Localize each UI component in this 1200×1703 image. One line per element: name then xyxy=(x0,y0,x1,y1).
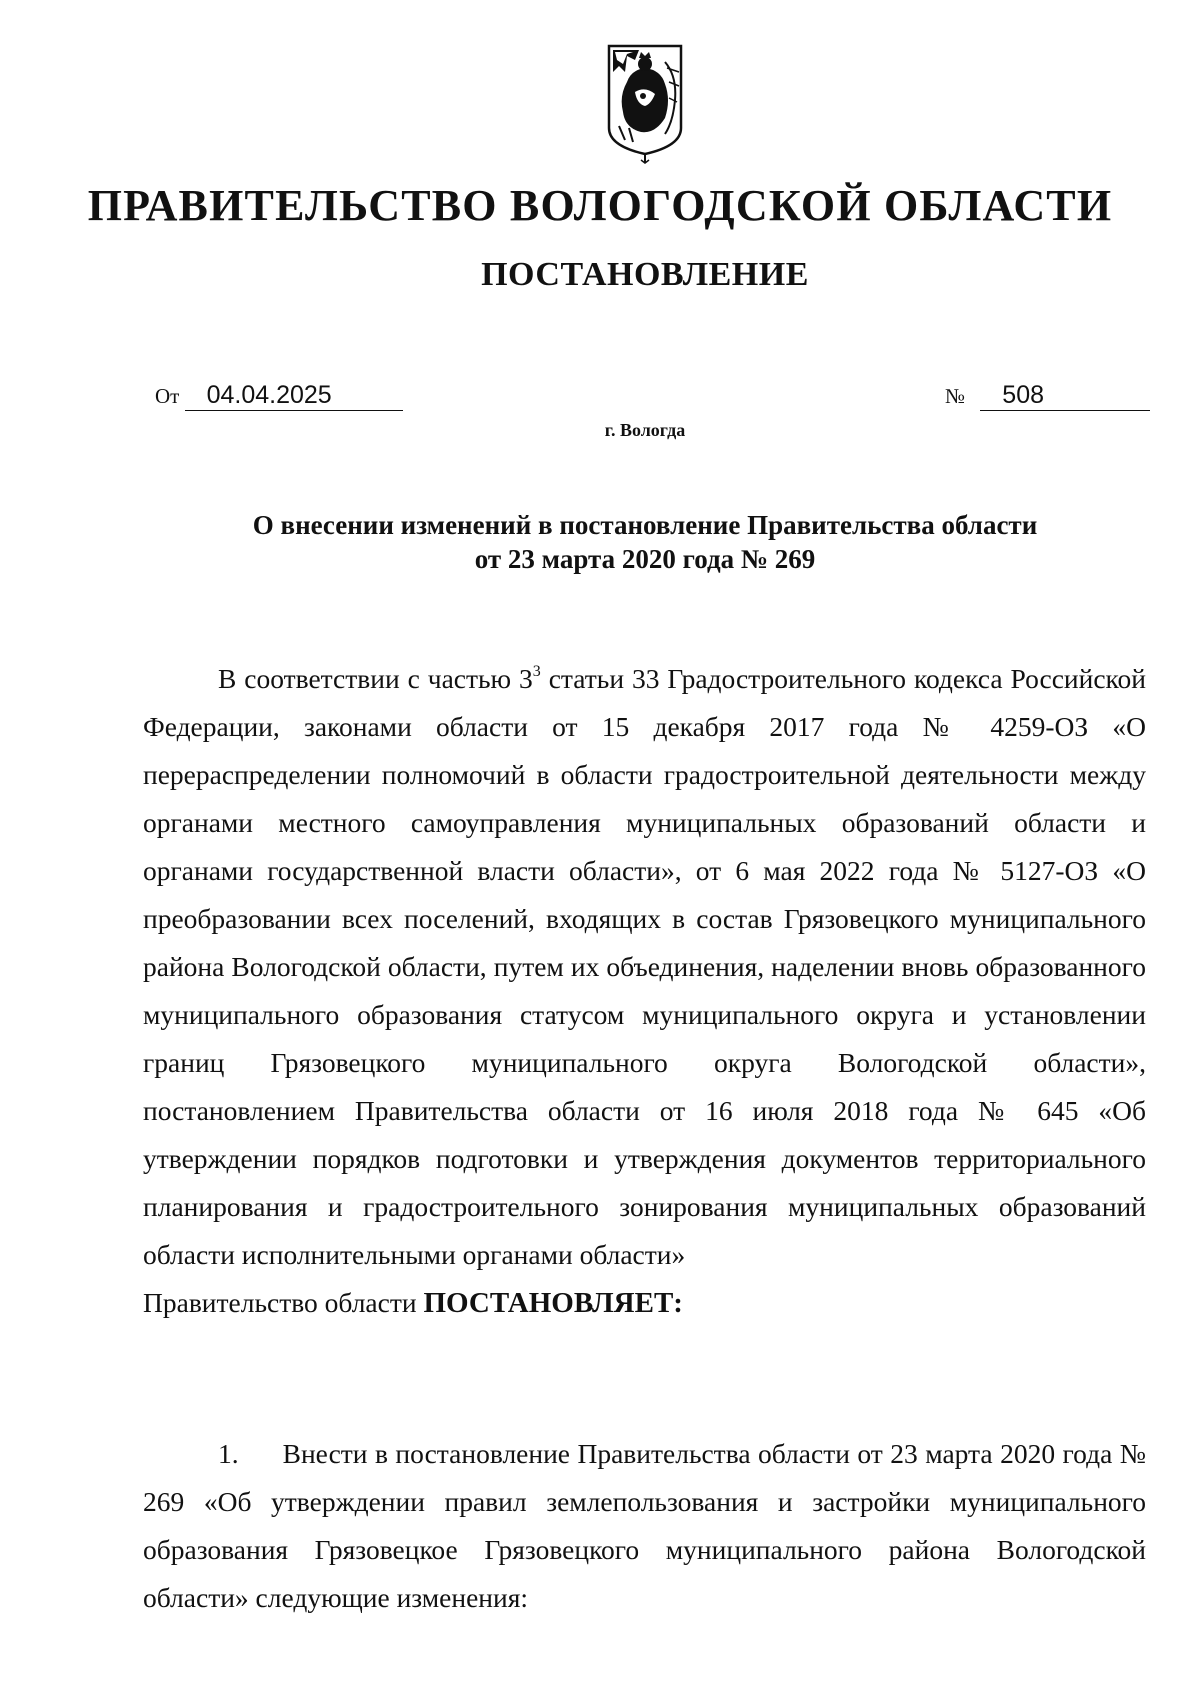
resolve-keyword: ПОСТАНОВЛЯЕТ: xyxy=(423,1287,683,1319)
document-number: 508 xyxy=(980,380,1150,411)
document-date: 04.04.2025 xyxy=(185,380,403,411)
document-subject xyxy=(0,508,1200,576)
document-type: ПОСТАНОВЛЕНИЕ xyxy=(481,256,809,293)
number-row xyxy=(945,380,1150,411)
item-text: Внести в постановление Правительства области от 23 марта 2020 года № 269 «Об утверждении правил землепользования и застройки муниципального образования Грязовецкое Грязовецкого муниципального района Вологодской области» следующие изменения: xyxy=(143,1437,1146,1613)
number-label: № xyxy=(945,384,966,408)
resolve-prefix: Правительство области xyxy=(143,1287,424,1318)
city: г. Вологда xyxy=(604,420,686,440)
preamble-superscript: 3 xyxy=(532,663,541,680)
preamble-paragraph xyxy=(143,655,1146,1279)
date-row xyxy=(155,380,403,411)
preamble-rest: статьи 33 Градостроительного кодекса Российской Федерации, законами области от 15 декабря 2017 года № 4259-ОЗ «О перераспределении полномочий в области градостроительной деятельности между органами местного самоуправления муниципальных образований области и органами государственной власти области», от 6 мая 2022 года № 5127-ОЗ «О преобразовании всех поселений, входящих в состав Грязовецкого муниципального района Вологодской области, путем их объединения, наделении вновь образованного муниципального образования статусом муниципального округа и установлении границ Грязовецкого муниципального округа Вологодской области», постановлением Правительства области от 16 июля 2018 года № 645 «Об утверждении порядков подготовки и утверждения документов территориального планирования и градостроительного зонирования муниципальных образований области исполнительными органами области» xyxy=(143,663,1146,1270)
preamble-start: В соответствии с частью 3 xyxy=(218,663,533,694)
preamble xyxy=(143,655,1146,1327)
government-title: ПРАВИТЕЛЬСТВО ВОЛОГОДСКОЙ ОБЛАСТИ xyxy=(87,181,1113,230)
date-label: От xyxy=(155,384,180,408)
item-paragraph xyxy=(143,1430,1146,1622)
subject-line-2: от 23 марта 2020 года № 269 xyxy=(474,544,816,574)
vologda-coat-of-arms-icon xyxy=(605,42,685,164)
list-item xyxy=(143,1402,1146,1649)
subject-line-1: О внесении изменений в постановление Правительства области xyxy=(252,510,1038,540)
item-number: 1. xyxy=(218,1437,239,1469)
resolution-line xyxy=(143,1279,1146,1327)
